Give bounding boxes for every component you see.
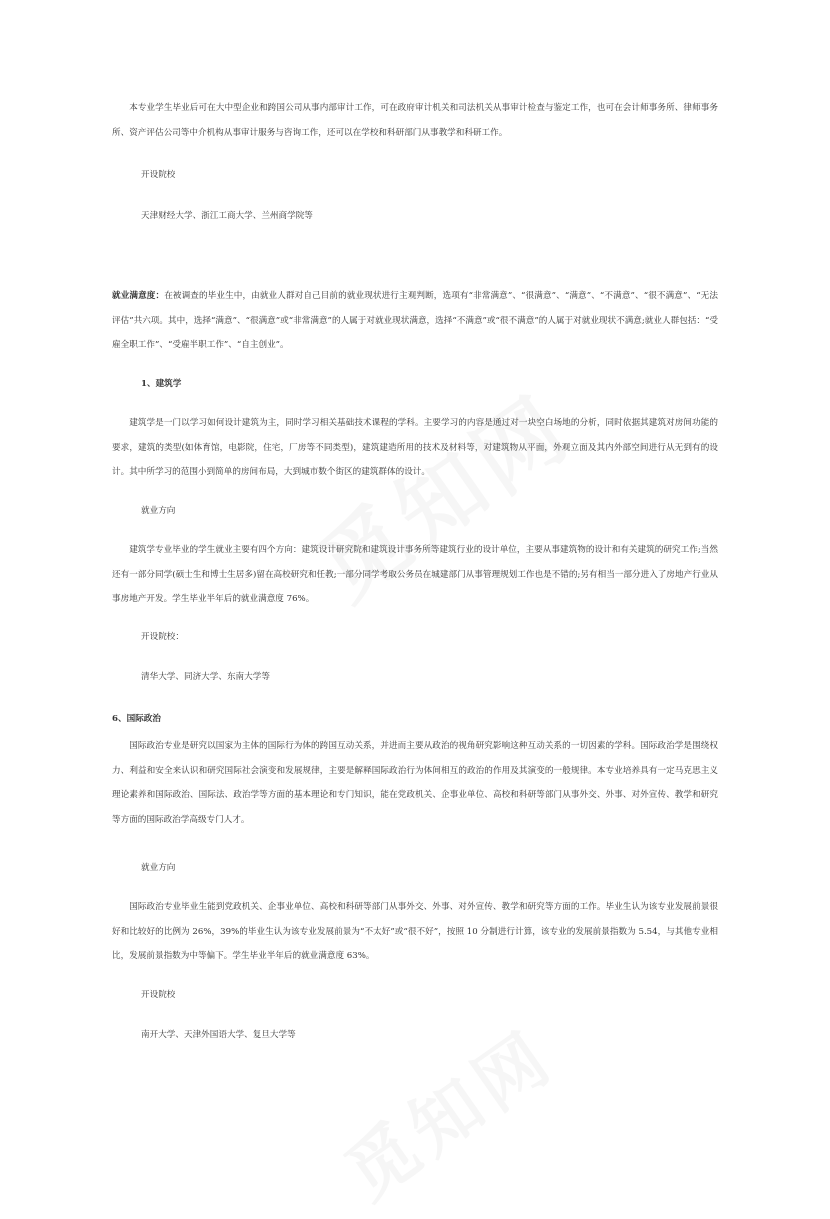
heading-schools-politics: 开设院校	[141, 990, 176, 1000]
paragraph-audit-careers: 本专业学生毕业后可在大中型企业和跨国公司从事内部审计工作，可在政府审计机关和司法机关从事审计检查与鉴定工作，也可在会计师事务所、律师事务所、资产评估公司等中介机构从事审计服务与咨询工作，还可以在学校和科研部门从事教学和科研工作。	[112, 103, 718, 138]
section-architecture: 1、建筑学	[141, 379, 182, 389]
satisfaction-label: 就业满意度：	[112, 291, 165, 301]
schools-list-arch: 清华大学、同济大学、东南大学等	[141, 672, 270, 682]
paragraph-architecture-intro: 建筑学是一门以学习如何设计建筑为主，同时学习相关基础技术课程的学科。主要学习的内容是通过对一块空白场地的分析，同时依据其建筑对房间功能的要求，建筑的类型(如体育馆，电影院，住宅，厂房等不同类型)，建筑建造所用的技术及材料等，对建筑物从平面，外观立面及其内外部空间进行从无到有的设计。其中所学习的范围小到简单的房间布局，大到城市数个街区的建筑群体的设计。	[112, 418, 718, 477]
paragraph-politics-careers: 国际政治专业毕业生能到党政机关、企事业单位、高校和科研等部门从事外交、外事、对外宣传、教学和研究等方面的工作。毕业生认为该专业发展前景很好和比较好的比例为 26%，39%的毕业生认为该专业发展前景为“不太好”或“很不好”，按照 10 分制进行计算，该专业的发展前景指数为 5.54，与其他专业相比，发展前景指数为中等偏下。学生毕业半年后的就业满意度 63%。	[112, 902, 718, 961]
paragraph-satisfaction	[112, 284, 718, 358]
satisfaction-text: 在被调查的毕业生中，由就业人群对自己目前的就业现状进行主观判断，选项有“非常满意”、“很满意”、“满意”、“不满意”、“很不满意”、“无法评估”共六项。其中，选择“满意”、“很满意”或“非常满意”的人属于对就业现状满意，选择“不满意”或“很不满意”的人属于对就业现状不满意;就业人群包括：“受雇全职工作”、“受雇半职工作”、“自主创业”。	[112, 291, 718, 350]
paragraph-politics-intro: 国际政治专业是研究以国家为主体的国际行为体的跨国互动关系，并进而主要从政治的视角研究影响这种互动关系的一切因素的学科。国际政治学是围绕权力、利益和安全来认识和研究国际社会演变和发展规律，主要是解释国际政治行为体间相互的政治的作用及其演变的一般规律。本专业培养具有一定马克思主义理论素养和国际政治、国际法、政治学等方面的基本理论和专门知识，能在党政机关、企事业单位、高校和科研等部门从事外交、外事、对外宣传、教学和研究等方面的国际政治学高级专门人才。	[112, 741, 718, 825]
section-international-politics: 6、国际政治	[112, 714, 161, 724]
schools-list-politics: 南开大学、天津外国语大学、复旦大学等	[141, 1030, 296, 1040]
heading-schools-arch: 开设院校：	[141, 632, 184, 642]
watermark-bottom	[322, 1002, 572, 1219]
heading-schools: 开设院校	[141, 170, 176, 180]
heading-employment-politics: 就业方向	[141, 863, 176, 873]
schools-list: 天津财经大学、浙江工商大学、兰州商学院等	[141, 211, 313, 221]
paragraph-architecture-careers: 建筑学专业毕业的学生就业主要有四个方向：建筑设计研究院和建筑设计事务所等建筑行业的设计单位，主要从事建筑物的设计和有关建筑的研究工作;当然还有一部分同学(硕士生和博士生居多)留在高校研究和任教;一部分同学考取公务员在城建部门从事管理规划工作也是不错的;另有相当一部分进入了房地产行业从事房地产开发。学生毕业半年后的就业满意度 76%。	[112, 545, 718, 604]
heading-employment: 就业方向	[141, 506, 176, 516]
